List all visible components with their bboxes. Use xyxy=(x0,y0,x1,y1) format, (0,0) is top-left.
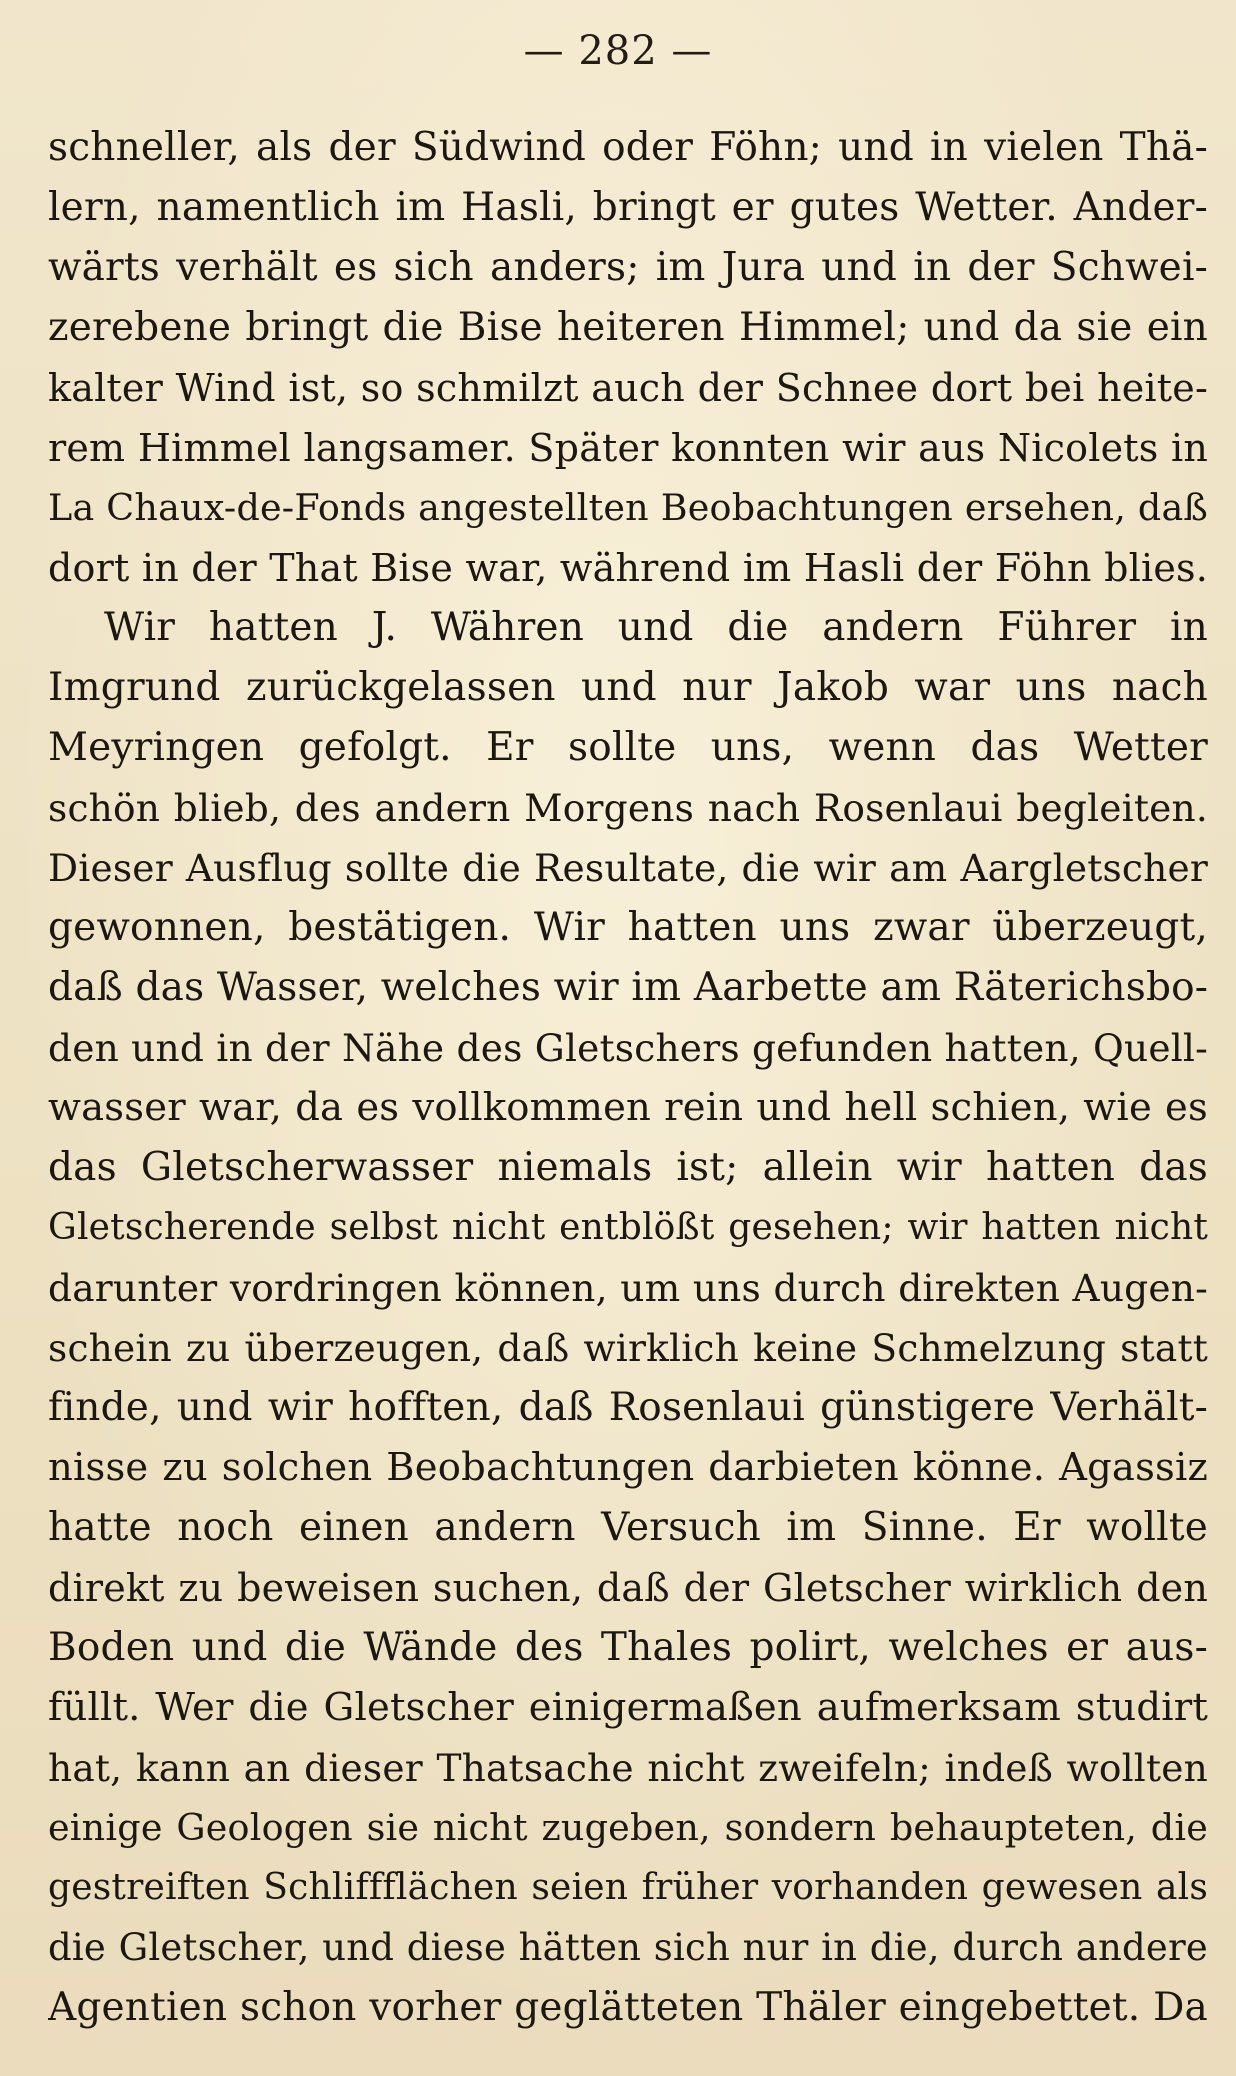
text-line: einige Geologen sie nicht zugeben, sondern behaupteten, die xyxy=(48,1806,1208,1849)
text-line: hat, kann an dieser Thatsache nicht zweifeln; indeß wollten xyxy=(48,1746,1208,1790)
text-line: kalter Wind ist, so schmilzt auch der Schnee dort bei heite- xyxy=(48,366,1208,410)
text-line: Imgrund zurückgelassen und nur Jakob war uns nach xyxy=(48,665,1208,710)
text-line: rem Himmel langsamer. Später konnten wir aus Nicolets in xyxy=(48,426,1208,470)
body-text xyxy=(48,118,1208,2058)
text-line: zerebene bringt die Bise heiteren Himmel; und da sie ein xyxy=(48,305,1208,350)
text-line: die Gletscher, und diese hätten sich nur in die, durch andere xyxy=(48,1926,1208,1969)
text-line: gewonnen, bestätigen. Wir hatten uns zwar überzeugt, xyxy=(48,905,1208,950)
text-line: Gletscherende selbst nicht entblößt gesehen; wir hatten nicht xyxy=(48,1207,1208,1248)
text-line: schön blieb, des andern Morgens nach Rosenlaui begleiten. xyxy=(48,786,1208,830)
text-line: dort in der That Bise war, während im Hasli der Föhn blies. xyxy=(48,546,1208,590)
text-line: wasser war, da es vollkommen rein und hell schien, wie es xyxy=(48,1085,1208,1130)
text-line: direkt zu beweisen suchen, daß der Gletscher wirklich den xyxy=(48,1566,1208,1610)
text-line: den und in der Nähe des Gletschers gefunden hatten, Quell- xyxy=(48,1026,1208,1070)
text-line: füllt. Wer die Gletscher einigermaßen aufmerksam studirt xyxy=(48,1685,1208,1730)
text-line: hatte noch einen andern Versuch im Sinne. Er wollte xyxy=(48,1505,1208,1550)
text-line: Wir hatten J. Währen und die andern Führer in xyxy=(104,605,1208,650)
text-line: darunter vordringen können, um uns durch direkten Augen- xyxy=(48,1266,1208,1310)
text-line: finde, und wir hofften, daß Rosenlaui günstigere Verhält- xyxy=(48,1385,1208,1430)
text-line: Dieser Ausflug sollte die Resultate, die wir am Aargletscher xyxy=(48,846,1208,890)
text-line: wärts verhält es sich anders; im Jura und in der Schwei- xyxy=(48,245,1208,290)
text-line: Boden und die Wände des Thales polirt, welches er aus- xyxy=(48,1625,1208,1670)
text-line: schneller, als der Südwind oder Föhn; und in vielen Thä- xyxy=(48,125,1208,170)
text-line: lern, namentlich im Hasli, bringt er gutes Wetter. Ander- xyxy=(48,185,1208,230)
text-line: schein zu überzeugen, daß wirklich keine Schmelzung statt xyxy=(48,1326,1208,1370)
text-line: La Chaux-de-Fonds angestellten Beobachtungen ersehen, daß xyxy=(48,486,1208,529)
text-line: nisse zu solchen Beobachtungen darbieten könne. Agassiz xyxy=(48,1445,1208,1490)
text-line: Agentien schon vorher geglätteten Thäler eingebettet. Da xyxy=(48,1985,1208,2030)
text-line: das Gletscherwasser niemals ist; allein wir hatten das xyxy=(48,1145,1208,1190)
text-line: Meyringen gefolgt. Er sollte uns, wenn das Wetter xyxy=(48,725,1208,770)
text-line: gestreiften Schliffflächen seien früher vorhanden gewesen als xyxy=(48,1867,1208,1908)
page-number: — 282 — xyxy=(523,28,713,74)
text-line: daß das Wasser, welches wir im Aarbette am Räterichsbo- xyxy=(48,965,1208,1010)
